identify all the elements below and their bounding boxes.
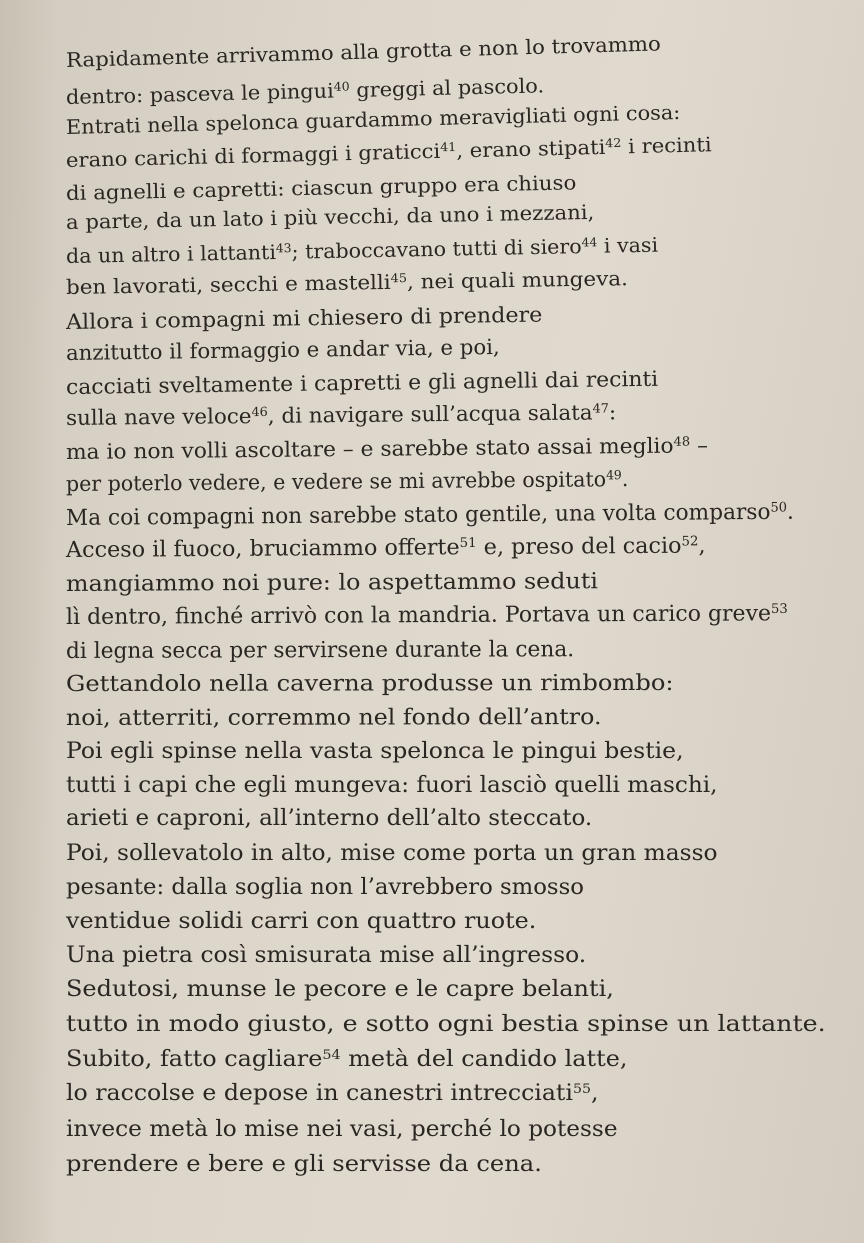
text-line (65, 533, 706, 563)
text-line (66, 741, 684, 763)
footnote-marker: 41 (439, 139, 457, 155)
footnote-marker: 43 (275, 241, 292, 256)
text-line (66, 707, 602, 730)
footnote-marker: 54 (322, 1047, 341, 1063)
text-line (66, 775, 718, 797)
footnote-marker: 46 (251, 403, 268, 420)
text-line (65, 232, 659, 268)
text-run: lì dentro, finché arrivò con la mandria. Portava un carico greve (65, 601, 772, 630)
text-line (65, 199, 595, 234)
text-run: mangiammo noi pure: lo aspettammo seduti (65, 569, 599, 597)
text-line (66, 1119, 618, 1141)
text-run: , (590, 1081, 599, 1106)
text-run: i vasi (597, 232, 659, 258)
text-run: Rapidamente arrivammo alla grotta e non lo trovammo (65, 31, 662, 72)
text-line (66, 1049, 627, 1071)
text-line (66, 134, 712, 170)
text-run: Allora i compagni mi chiesero di prendere (65, 302, 543, 334)
text-line (66, 571, 598, 596)
text-run: , erano stipati (456, 134, 606, 163)
footnote-marker: 49 (605, 467, 622, 483)
text-run: Subito, fatto cagliare (66, 1047, 323, 1072)
text-run: , (698, 533, 706, 559)
text-line (65, 99, 681, 139)
text-line (66, 843, 718, 865)
text-line (66, 469, 629, 495)
text-run: per poterlo vedere, e vedere se mi avrebbe ospitato (65, 467, 607, 496)
text-run: pesante: dalla soglia non l’avrebbero smosso (66, 875, 584, 900)
text-run: da un altro i lattanti (65, 239, 277, 268)
text-line (66, 268, 628, 297)
text-line (66, 1083, 598, 1105)
text-run: invece metà lo mise nei vasi, perché lo potesse (66, 1117, 618, 1142)
text-run: di legna secca per servirsene durante la cena. (65, 637, 575, 664)
text-run: metà del candido latte, (340, 1047, 628, 1072)
text-line (65, 366, 659, 399)
text-line (66, 808, 592, 830)
text-line (66, 172, 577, 203)
text-run: Poi, sollevatolo in alto, mise come porta un gran masso (66, 841, 718, 866)
text-line (66, 435, 708, 463)
text-run: tutto in modo giusto, e sotto ogni bestia spinse un lattante. (66, 1012, 826, 1037)
footnote-marker: 40 (333, 79, 350, 94)
text-run: tutti i capi che egli mungeva: fuori lasciò quelli maschi, (66, 773, 718, 798)
text-run: Entrati nella spelonca guardammo meravigliati ogni cosa: (65, 99, 681, 139)
text-line (65, 499, 794, 531)
text-run: Sedutosi, munse le pecore e le capre belanti, (66, 977, 614, 1002)
footnote-marker: 45 (390, 271, 408, 286)
text-line (66, 402, 616, 429)
text-line (66, 639, 574, 663)
text-run: ma io non volli ascoltare – e sarebbe stato assai meglio (65, 433, 674, 464)
text-run: . (621, 467, 629, 492)
footnote-marker: 44 (581, 235, 598, 250)
footnote-marker: 42 (605, 135, 622, 151)
footnote-marker: 48 (673, 433, 691, 449)
text-line (66, 603, 788, 629)
footnote-marker: 53 (770, 601, 788, 618)
text-run: sulla nave veloce (65, 404, 252, 430)
text-run: a parte, da un lato i più vecchi, da uno i mezzani, (65, 199, 595, 234)
text-run: lo raccolse e depose in canestri intrecciati (66, 1081, 573, 1106)
footnote-marker: 55 (572, 1081, 591, 1097)
text-run: e, preso del cacio (476, 533, 682, 561)
text-run: , nei quali mungeva. (406, 266, 629, 294)
text-run: anzitutto il formaggio e andar via, e poi, (65, 334, 500, 365)
text-line (66, 75, 545, 107)
text-run: : (608, 400, 617, 425)
text-run: Gettandolo nella caverna produsse un rimbombo: (65, 670, 674, 697)
text-line (66, 1154, 542, 1176)
text-line (65, 334, 500, 365)
text-run: greggi al pascolo. (349, 73, 545, 103)
text-run: erano carichi di formaggi i graticci (65, 138, 441, 172)
text-line (66, 877, 584, 899)
text-run: ben lavorati, secchi e mastelli (65, 269, 391, 299)
text-run: i recinti (621, 132, 712, 159)
text-run: Ma coi compagni non sarebbe stato gentile, una volta comparso (65, 499, 771, 531)
text-line (66, 911, 536, 933)
text-run: – (689, 433, 709, 458)
text-line (66, 945, 586, 967)
text-run: ventidue solidi carri con quattro ruote. (66, 909, 537, 934)
text-run: . (786, 499, 794, 525)
text-run: noi, atterriti, corremmo nel fondo dell’antro. (65, 705, 602, 731)
text-run: Acceso il fuoco, bruciammo offerte (65, 535, 460, 563)
text-run: arieti e caproni, all’interno dell’alto steccato. (66, 806, 593, 831)
text-run: cacciati sveltamente i capretti e gli agnelli dai recinti (65, 366, 659, 399)
footnote-marker: 47 (592, 400, 609, 416)
text-run: di agnelli e capretti: ciascun gruppo era chiuso (65, 170, 577, 205)
footnote-marker: 51 (459, 535, 477, 552)
text-line (66, 979, 614, 1001)
text-line (65, 302, 543, 334)
footnote-marker: 50 (770, 500, 788, 516)
text-run: dentro: pasceva le pingui (65, 78, 335, 109)
text-line (66, 33, 661, 70)
text-run: prendere e bere e gli servisse da cena. (66, 1152, 542, 1177)
text-run: ; traboccavano tutti di siero (291, 234, 582, 264)
text-run: Poi egli spinse nella vasta spelonca le pingui bestie, (66, 739, 684, 764)
text-line (65, 670, 674, 697)
text-line (66, 1014, 826, 1036)
footnote-marker: 52 (681, 534, 699, 550)
text-run: , di navigare sull’acqua salata (267, 400, 593, 428)
text-run: Una pietra così smisurata mise all’ingresso. (66, 943, 587, 968)
